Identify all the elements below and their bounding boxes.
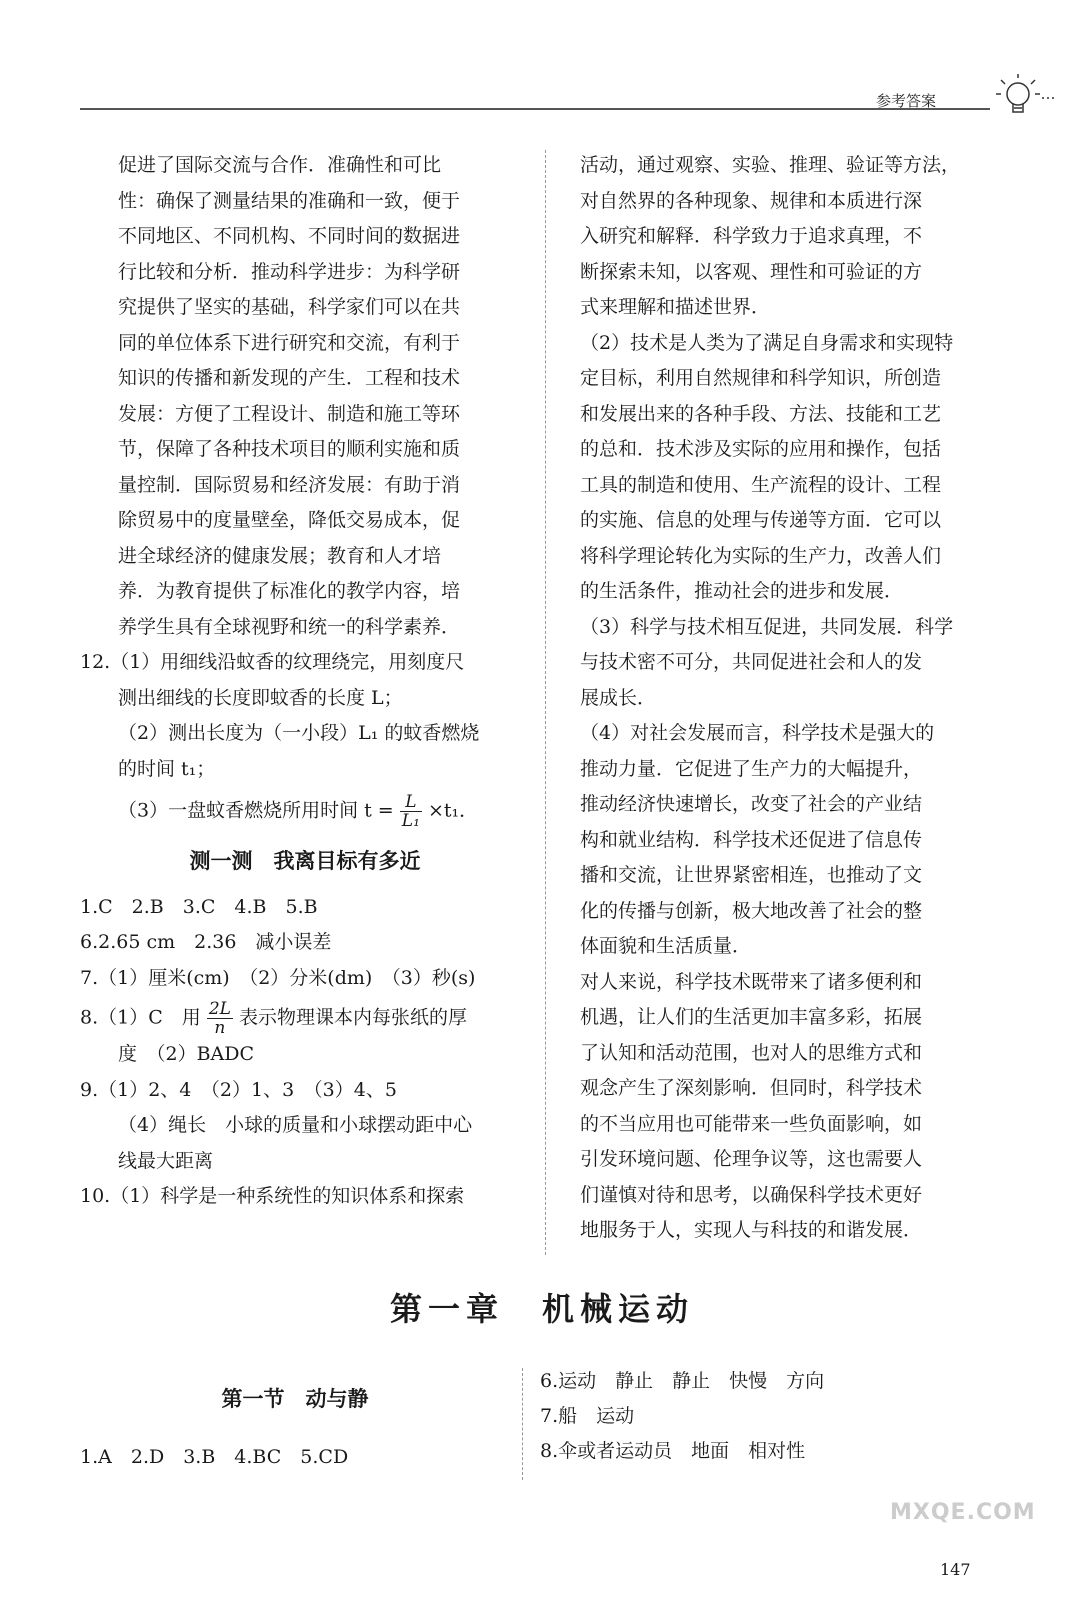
text-line: 地服务于人，实现人与科技的和谐发展． bbox=[580, 1219, 923, 1241]
column-divider bbox=[522, 1368, 523, 1480]
answer-line: （4）绳长 小球的质量和小球摆动距中心 bbox=[118, 1114, 473, 1136]
text-line: 对人来说，科学技术既带来了诸多便利和 bbox=[580, 970, 923, 993]
text-line: 引发环境问题、伦理争议等，这也需要人 bbox=[580, 1148, 923, 1170]
answer-line: 6.2.65 cm 2.36 减小误差 bbox=[80, 931, 332, 953]
text-line: 和发展出来的各种手段、方法、技能和工艺 bbox=[580, 402, 942, 425]
text-line: 对自然界的各种现象、规律和本质进行深 bbox=[580, 189, 923, 212]
formula-prefix: （3）一盘蚊香燃烧所用时间 t = bbox=[118, 799, 394, 822]
text-line: 活动，通过观察、实验、推理、验证等方法， bbox=[580, 154, 961, 176]
bottom-right-column bbox=[540, 1364, 960, 1469]
text-line: 的不当应用也可能带来一些负面影响，如 bbox=[580, 1112, 923, 1135]
text-line: 推动经济快速增长，改变了社会的产业结 bbox=[580, 793, 923, 815]
answer-line: 1.C 2.B 3.C 4.B 5.B bbox=[80, 895, 318, 918]
answer-line bbox=[80, 1000, 530, 1037]
text-line: 不同地区、不同机构、不同时间的数据进 bbox=[118, 225, 461, 247]
q12-line: 测出细线的长度即蚊香的长度 L； bbox=[118, 686, 403, 709]
answer-line: 7.船 运动 bbox=[540, 1405, 635, 1427]
text-line: 机遇，让人们的生活更加丰富多彩，拓展 bbox=[580, 1006, 923, 1028]
text-line: 观念产生了深刻影响．但同时，科学技术 bbox=[580, 1077, 923, 1099]
text-line: 养．为教育提供了标准化的教学内容，培 bbox=[118, 580, 461, 602]
text-line: 构和就业结构．科学技术还促进了信息传 bbox=[580, 828, 923, 851]
text-line: 的生活条件，推动社会的进步和发展． bbox=[580, 580, 904, 602]
header-label: 参考答案 bbox=[876, 92, 937, 110]
header-rule bbox=[80, 108, 990, 110]
answer-line: 度 （2）BADC bbox=[118, 1043, 255, 1065]
fraction-numerator: L bbox=[400, 793, 422, 812]
text-line: 的总和．技术涉及实际的应用和操作，包括 bbox=[580, 438, 942, 460]
text-line: 进全球经济的健康发展；教育和人才培 bbox=[118, 544, 442, 567]
text-line: 工具的制造和使用、生产流程的设计、工程 bbox=[580, 473, 942, 496]
text-line: 节，保障了各种技术项目的顺利实施和质 bbox=[118, 438, 461, 460]
text-line: 同的单位体系下进行研究和交流，有利于 bbox=[118, 331, 461, 354]
fraction-denominator: n bbox=[214, 1018, 226, 1038]
q12-line: （2）测出长度为（一小段）L₁ 的蚊香燃烧 bbox=[118, 722, 480, 744]
section-title: 第一节 动与静 bbox=[221, 1387, 369, 1411]
text-line: 定目标，利用自然规律和科学知识，所创造 bbox=[580, 367, 942, 389]
answer-line: 1.A 2.D 3.B 4.BC 5.CD bbox=[80, 1446, 349, 1468]
text-line: 的实施、信息的处理与传递等方面．它可以 bbox=[580, 509, 942, 531]
text-line: 将科学理论转化为实际的生产力，改善人们 bbox=[580, 544, 942, 567]
answer-11-continued bbox=[80, 148, 530, 645]
watermark: MXQE.COM bbox=[890, 1500, 1036, 1525]
answer-line: 7.（1）厘米(cm) （2）分米(dm) （3）秒(s) bbox=[80, 966, 476, 989]
column-divider bbox=[545, 150, 546, 1255]
answer-line: 线最大距离 bbox=[118, 1149, 214, 1172]
text-line: 性：确保了测量结果的准确和一致，便于 bbox=[118, 189, 461, 212]
text-line: 行比较和分析．推动科学进步：为科学研 bbox=[118, 260, 461, 283]
text-line: 了认知和活动范围，也对人的思维方式和 bbox=[580, 1041, 923, 1064]
text-line: 式来理解和描述世界． bbox=[580, 296, 771, 318]
text-line: 断探索未知，以客观、理性和可验证的方 bbox=[580, 260, 923, 283]
text-line: （3）科学与技术相互促进，共同发展．科学 bbox=[580, 615, 954, 638]
text-line: 知识的传播和新发现的产生．工程和技术 bbox=[118, 367, 461, 389]
answer-8-prefix: 8.（1）C 用 bbox=[80, 1006, 201, 1029]
q12-line: 的时间 t₁； bbox=[118, 757, 216, 780]
answer-line: 6.运动 静止 静止 快慢 方向 bbox=[540, 1370, 825, 1392]
text-line: 促进了国际交流与合作．准确性和可比 bbox=[118, 154, 442, 176]
answer-8-suffix: 表示物理课本内每张纸的厚 bbox=[238, 1006, 467, 1029]
formula-suffix: ×t₁． bbox=[427, 799, 479, 822]
text-line: 发展：方便了工程设计、制造和施工等环 bbox=[118, 402, 461, 425]
lightbulb-icon bbox=[986, 68, 1056, 128]
answer-line: 10.（1）科学是一种系统性的知识体系和探索 bbox=[80, 1185, 465, 1207]
text-line: 播和交流，让世界紧密相连，也推动了文 bbox=[580, 864, 923, 886]
text-line: 与技术密不可分，共同促进社会和人的发 bbox=[580, 651, 923, 673]
text-line: （4）对社会发展而言，科学技术是强大的 bbox=[580, 722, 935, 744]
q12-formula-line bbox=[80, 793, 530, 830]
text-line: 体面貌和生活质量． bbox=[580, 935, 752, 957]
page-number: 147 bbox=[940, 1560, 971, 1579]
fraction bbox=[400, 793, 422, 830]
answer-line: 9.（1）2、4 （2）1、3 （3）4、5 bbox=[80, 1078, 397, 1101]
text-line: 量控制．国际贸易和经济发展：有助于消 bbox=[118, 473, 461, 496]
text-line: 展成长． bbox=[580, 686, 657, 709]
text-line: 化的传播与创新，极大地改善了社会的整 bbox=[580, 899, 923, 922]
text-line: 们谨慎对待和思考，以确保科学技术更好 bbox=[580, 1183, 923, 1206]
chapter-title: 第一章 机械运动 bbox=[389, 1290, 694, 1328]
left-column bbox=[80, 148, 530, 1215]
fraction-numerator: 2L bbox=[208, 999, 231, 1019]
fraction-denominator: L₁ bbox=[401, 811, 420, 831]
q12-line: 12.（1）用细线沿蚊香的纹理绕完，用刻度尺 bbox=[80, 651, 465, 673]
right-column bbox=[580, 148, 1000, 1249]
text-line: 养学生具有全球视野和统一的科学素养． bbox=[118, 615, 461, 638]
text-line: 入研究和解释．科学致力于追求真理，不 bbox=[580, 225, 923, 247]
text-line: 推动力量．它促进了生产力的大幅提升， bbox=[580, 757, 923, 780]
text-line: 除贸易中的度量壁垒，降低交易成本，促 bbox=[118, 509, 461, 531]
text-line: 究提供了坚实的基础，科学家们可以在共 bbox=[118, 296, 461, 318]
bottom-left-column bbox=[80, 1380, 510, 1476]
text-line: （2）技术是人类为了满足自身需求和实现特 bbox=[580, 331, 954, 354]
section-title: 测一测 我离目标有多近 bbox=[189, 849, 421, 873]
answer-line: 8.伞或者运动员 地面 相对性 bbox=[540, 1440, 806, 1462]
fraction bbox=[207, 1000, 233, 1037]
